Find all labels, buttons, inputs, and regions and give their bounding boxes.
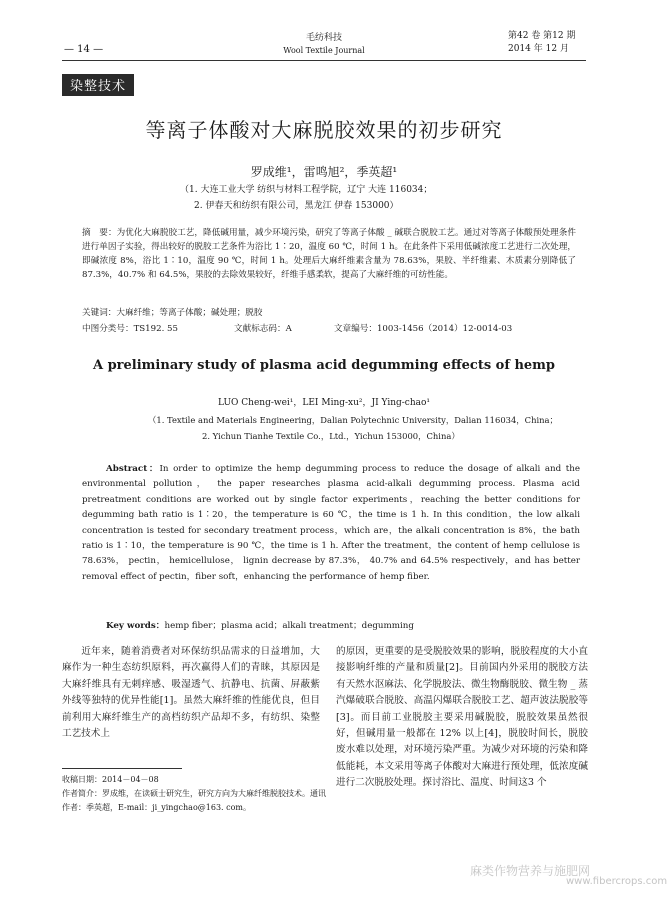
footnote-author: 作者简介：罗成维，在读硕士研究生，研究方向为大麻纤维脱胶技术。通讯作者：季英超，E-mail：ji_yingchao@163. com。 xyxy=(62,789,326,812)
watermark-url: www.fibercrops.com xyxy=(566,876,667,887)
affiliation-zh-1: （1. 大连工业大学 纺织与材料工程学院，辽宁 大连 116034； xyxy=(180,185,433,195)
article-number: 文章编号：1003-1456（2014）12-0014-03 xyxy=(334,324,513,334)
keywords-zh: 关键词：大麻纤维；等离子体酸；碱处理；脱胶 xyxy=(82,308,263,318)
body-column-left: 近年来，随着消费者对环保纺织品需求的日益增加，大麻作为一种生态纺织原料，再次赢得人们的青睐，其原因是大麻纤维具有无刺痒感、吸湿透气、抗静电、抗菌、屏蔽紫外线等独特的优异性能[1]。虽然大麻纤维的性能优良，但目前利用大麻纤维生产的高档纺织产品却不多，有纺织、染整工艺技术上 xyxy=(62,646,320,740)
authors-en: LUO Cheng-wei¹，LEI Ming-xu²，JI Ying-chao¹ xyxy=(217,398,431,408)
affiliation-zh-2: 2. 伊春天和纺织有限公司，黑龙江 伊春 153000） xyxy=(194,201,399,211)
watermark-text: 麻类作物营养与施肥网 xyxy=(470,864,591,878)
title-zh: 等离子体酸对大麻脱胶效果的初步研究 xyxy=(145,118,503,142)
footnote xyxy=(62,773,326,815)
header-rule xyxy=(62,60,586,61)
page-number: — 14 — xyxy=(64,44,104,55)
abstract-zh-text: 为优化大麻脱胶工艺，降低碱用量，减少环境污染，研究了等离子体酸 _ 碱联合脱胶工艺。通过对等离子体酸预处理条件进行单因子实验，得出较好的脱胶工艺条件为浴比 1∶20，温度 60 ℃，时间 1 h。在此条件下采用低碱浓度工艺进行二次处理，即碱浓度 8%，浴比 1∶10，温度 90 ℃，时间 1 h。处理后大麻纤维素含量为 78.63%，果胶、半纤维素、木质素分别降低了 87.3%，40.7% 和 64.5%，果胶的去除效果较好，纤维手感柔软，提高了大麻纤维的可纺性能。 xyxy=(82,228,576,280)
authors-zh: 罗成维¹，雷鸣旭²，季英超¹ xyxy=(250,165,398,179)
affiliations-en xyxy=(148,412,558,444)
body-column-right: 的原因，更重要的是受脱胶效果的影响，脱胶程度的大小直接影响纤维的产量和质量[2]。目前国内外采用的脱胶方法有天然水沤麻法、化学脱胶法、微生物酶脱胶、微生物 _ 蒸汽爆破联合脱胶、高温闪爆联合脱胶工艺、超声波法脱胶等[3]。而目前工业脱胶主要采用碱脱胶，脱胶效果虽然很好，但碱用量一般都在 12% 以上[4]，脱胶时间长，脱胶废水难以处理，对环境污染严重。为减少对环境的污染和降低能耗，本文采用等离子体酸对大麻进行预处理，低浓度碱进行二次脱胶处理。探讨浴比、温度、时间这3 个 xyxy=(336,646,588,789)
section-tag: 染整技术 xyxy=(62,74,134,96)
title-en: A preliminary study of plasma acid degumming effects of hemp xyxy=(92,358,556,373)
journal-name-en: Wool Textile Journal xyxy=(283,46,365,55)
journal-name-zh: 毛纺科技 xyxy=(305,33,342,43)
affiliation-en-1: （1. Textile and Materials Engineering，Dalian Polytechnic University，Dalian 116034，China； xyxy=(148,415,558,425)
keywords-en-label: Key words： xyxy=(106,621,165,631)
footnote-received: 收稿日期：2014－04－08 xyxy=(62,775,159,784)
abstract-zh-label: 摘 要： xyxy=(82,228,117,238)
abstract-en xyxy=(82,462,580,585)
abstract-zh xyxy=(82,226,576,282)
keywords-en-text: hemp fiber；plasma acid；alkali treatment；degumming xyxy=(164,621,414,631)
document-code: 文献标志码：A xyxy=(234,324,292,334)
clc-number: 中图分类号：TS192. 55 xyxy=(82,324,178,334)
affiliations-zh xyxy=(180,182,432,214)
affiliation-en-2: 2. Yichun Tianhe Textile Co.，Ltd.，Yichun 153000，China） xyxy=(202,431,460,441)
issue-date: 2014 年 12 月 xyxy=(508,44,569,54)
footnote-rule xyxy=(62,768,182,769)
volume-issue: 第42 卷 第12 期 xyxy=(508,31,576,41)
abstract-en-text: In order to optimize the hemp degumming process to reduce the dosage of alkali and the environmental pollution， the paper researches plasma acid-alkali degumming process. Plasma acid pretreatment conditions are worked out by single factor experiments，reaching the better conditions for degumming bath ratio is 1∶20，the temperature is 60 ℃，the time is 1 h. In this condition，the low alkali concentration is tested for secondary treatment process，which are，the alkali concentration is 8%，the bath ratio is 1∶10，the temperature is 90 ℃，the time is 1 h. After the treatment，the content of hemp cellulose is 78.63%， pectin， hemicellulose， lignin decrease by 87.3%， 40.7% and 64.5% respectively，and has better removal effect of pectin，fiber soft，enhancing the performance of hemp fiber. xyxy=(82,464,580,582)
issue-info xyxy=(508,30,576,56)
keywords-en xyxy=(106,619,414,631)
abstract-en-label: Abstract： xyxy=(106,464,160,474)
